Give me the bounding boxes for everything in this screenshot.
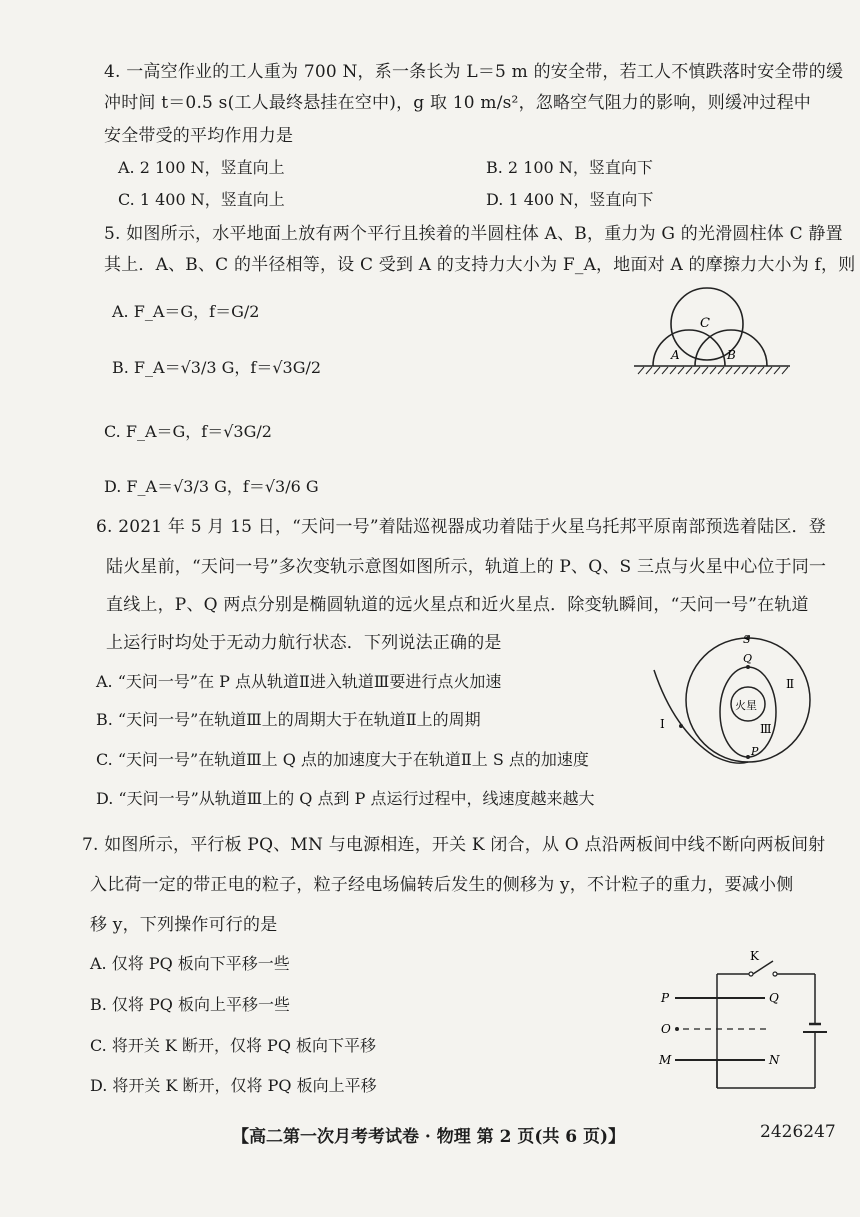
- spacecraft-dot: [679, 724, 683, 728]
- q6-line-4: 上运行时均处于无动力航行状态．下列说法正确的是: [106, 633, 502, 653]
- q4-option-a: A. 2 100 N，竖直向上: [118, 158, 285, 177]
- q7-option-a: A. 仅将 PQ 板向下平移一些: [90, 954, 290, 973]
- half-cylinder-a: [653, 330, 725, 366]
- q7-option-c: C. 将开关 K 断开，仅将 PQ 板向下平移: [90, 1036, 377, 1055]
- point-q-dot: [746, 665, 750, 669]
- q5-line-1: 5. 如图所示，水平地面上放有两个平行且挨着的半圆柱体 A、B，重力为 G 的光滑圆柱体 C 静置: [104, 224, 843, 244]
- label-m: M: [659, 1053, 672, 1067]
- circuit-figure: [655, 948, 835, 1098]
- q6-option-c: C. “天问一号”在轨道Ⅲ上 Q 点的加速度大于在轨道Ⅱ上 S 点的加速度: [96, 750, 589, 769]
- paper-code: 2426247: [760, 1122, 836, 1142]
- cylinders-figure: [630, 286, 798, 382]
- q6-option-b: B. “天问一号”在轨道Ⅲ上的周期大于在轨道Ⅱ上的周期: [96, 710, 481, 729]
- q6-line-3: 直线上，P、Q 两点分别是椭圆轨道的远火星点和近火星点．除变轨瞬间，“天问一号”在轨道: [106, 595, 809, 615]
- q7-option-d: D. 将开关 K 断开，仅将 PQ 板向上平移: [90, 1076, 377, 1095]
- point-o-dot: [675, 1027, 679, 1031]
- q6-line-1: 6. 2021 年 5 月 15 日，“天问一号”着陆巡视器成功着陆于火星乌托邦平原南部预选着陆区．登: [96, 517, 826, 537]
- label-q: Q: [769, 991, 779, 1005]
- q4-line-2: 冲时间 t＝0.5 s(工人最终悬挂在空中)，g 取 10 m/s²，忽略空气阻力的影响，则缓冲过程中: [104, 93, 811, 113]
- q4-option-b: B. 2 100 N，竖直向下: [486, 158, 653, 177]
- switch-contact-right: [773, 972, 777, 976]
- q7-line-1: 7. 如图所示，平行板 PQ、MN 与电源相连，开关 K 闭合，从 O 点沿两板间中线不断向两板间射: [82, 835, 826, 855]
- orbit-figure: [650, 630, 830, 770]
- point-p-dot: [746, 755, 750, 759]
- page-footer: 【高二第一次月考考试卷 · 物理 第 2 页(共 6 页)】: [232, 1127, 626, 1147]
- label-q: Q: [743, 652, 753, 665]
- q5-line-2: 其上．A、B、C 的半径相等，设 C 受到 A 的支持力大小为 F_A，地面对 A 的摩擦力大小为 f，则: [104, 255, 856, 275]
- label-c: C: [700, 316, 710, 331]
- q4-option-d: D. 1 400 N，竖直向下: [486, 190, 654, 209]
- q5-option-a: A. F_A＝G，f＝G/2: [112, 302, 260, 321]
- orbit-i: [654, 670, 748, 763]
- q6-option-a: A. “天问一号”在 P 点从轨道Ⅱ进入轨道Ⅲ要进行点火加速: [96, 672, 502, 691]
- orbit-iii: [720, 667, 776, 757]
- q6-line-2: 陆火星前，“天问一号”多次变轨示意图如图所示，轨道上的 P、Q、S 三点与火星中心位于同一: [106, 557, 827, 577]
- label-a: A: [671, 348, 680, 362]
- label-n: N: [769, 1053, 780, 1067]
- label-s: S: [743, 633, 751, 646]
- label-o: O: [661, 1022, 671, 1036]
- label-p: P: [751, 745, 759, 758]
- label-b: B: [727, 348, 736, 362]
- q5-option-d: D. F_A＝√3/3 G，f＝√3/6 G: [104, 477, 319, 496]
- q5-option-b: B. F_A＝√3/3 G，f＝√3G/2: [112, 358, 322, 377]
- q4-line-1: 4. 一高空作业的工人重为 700 N，系一条长为 L＝5 m 的安全带，若工人不慎跌落时安全带的缓: [104, 62, 844, 82]
- q4-line-3: 安全带受的平均作用力是: [104, 126, 294, 146]
- label-orbit-ii: Ⅱ: [786, 677, 795, 691]
- switch-contact-left: [749, 972, 753, 976]
- ground-hatch: [638, 367, 788, 374]
- label-mars: 火星: [735, 699, 757, 712]
- q6-option-d: D. “天问一号”从轨道Ⅲ上的 Q 点到 P 点运行过程中，线速度越来越大: [96, 789, 595, 808]
- q7-option-b: B. 仅将 PQ 板向上平移一些: [90, 995, 290, 1014]
- label-orbit-iii: Ⅲ: [760, 722, 772, 736]
- label-k: K: [750, 949, 759, 963]
- q4-option-c: C. 1 400 N，竖直向上: [118, 190, 285, 209]
- label-orbit-i: Ⅰ: [660, 717, 665, 731]
- label-p: P: [661, 991, 670, 1005]
- q7-line-3: 移 y，下列操作可行的是: [90, 915, 278, 935]
- q7-line-2: 入比荷一定的带正电的粒子，粒子经电场偏转后发生的侧移为 y，不计粒子的重力，要减小侧: [90, 875, 794, 895]
- q5-option-c: C. F_A＝G，f＝√3G/2: [104, 422, 272, 441]
